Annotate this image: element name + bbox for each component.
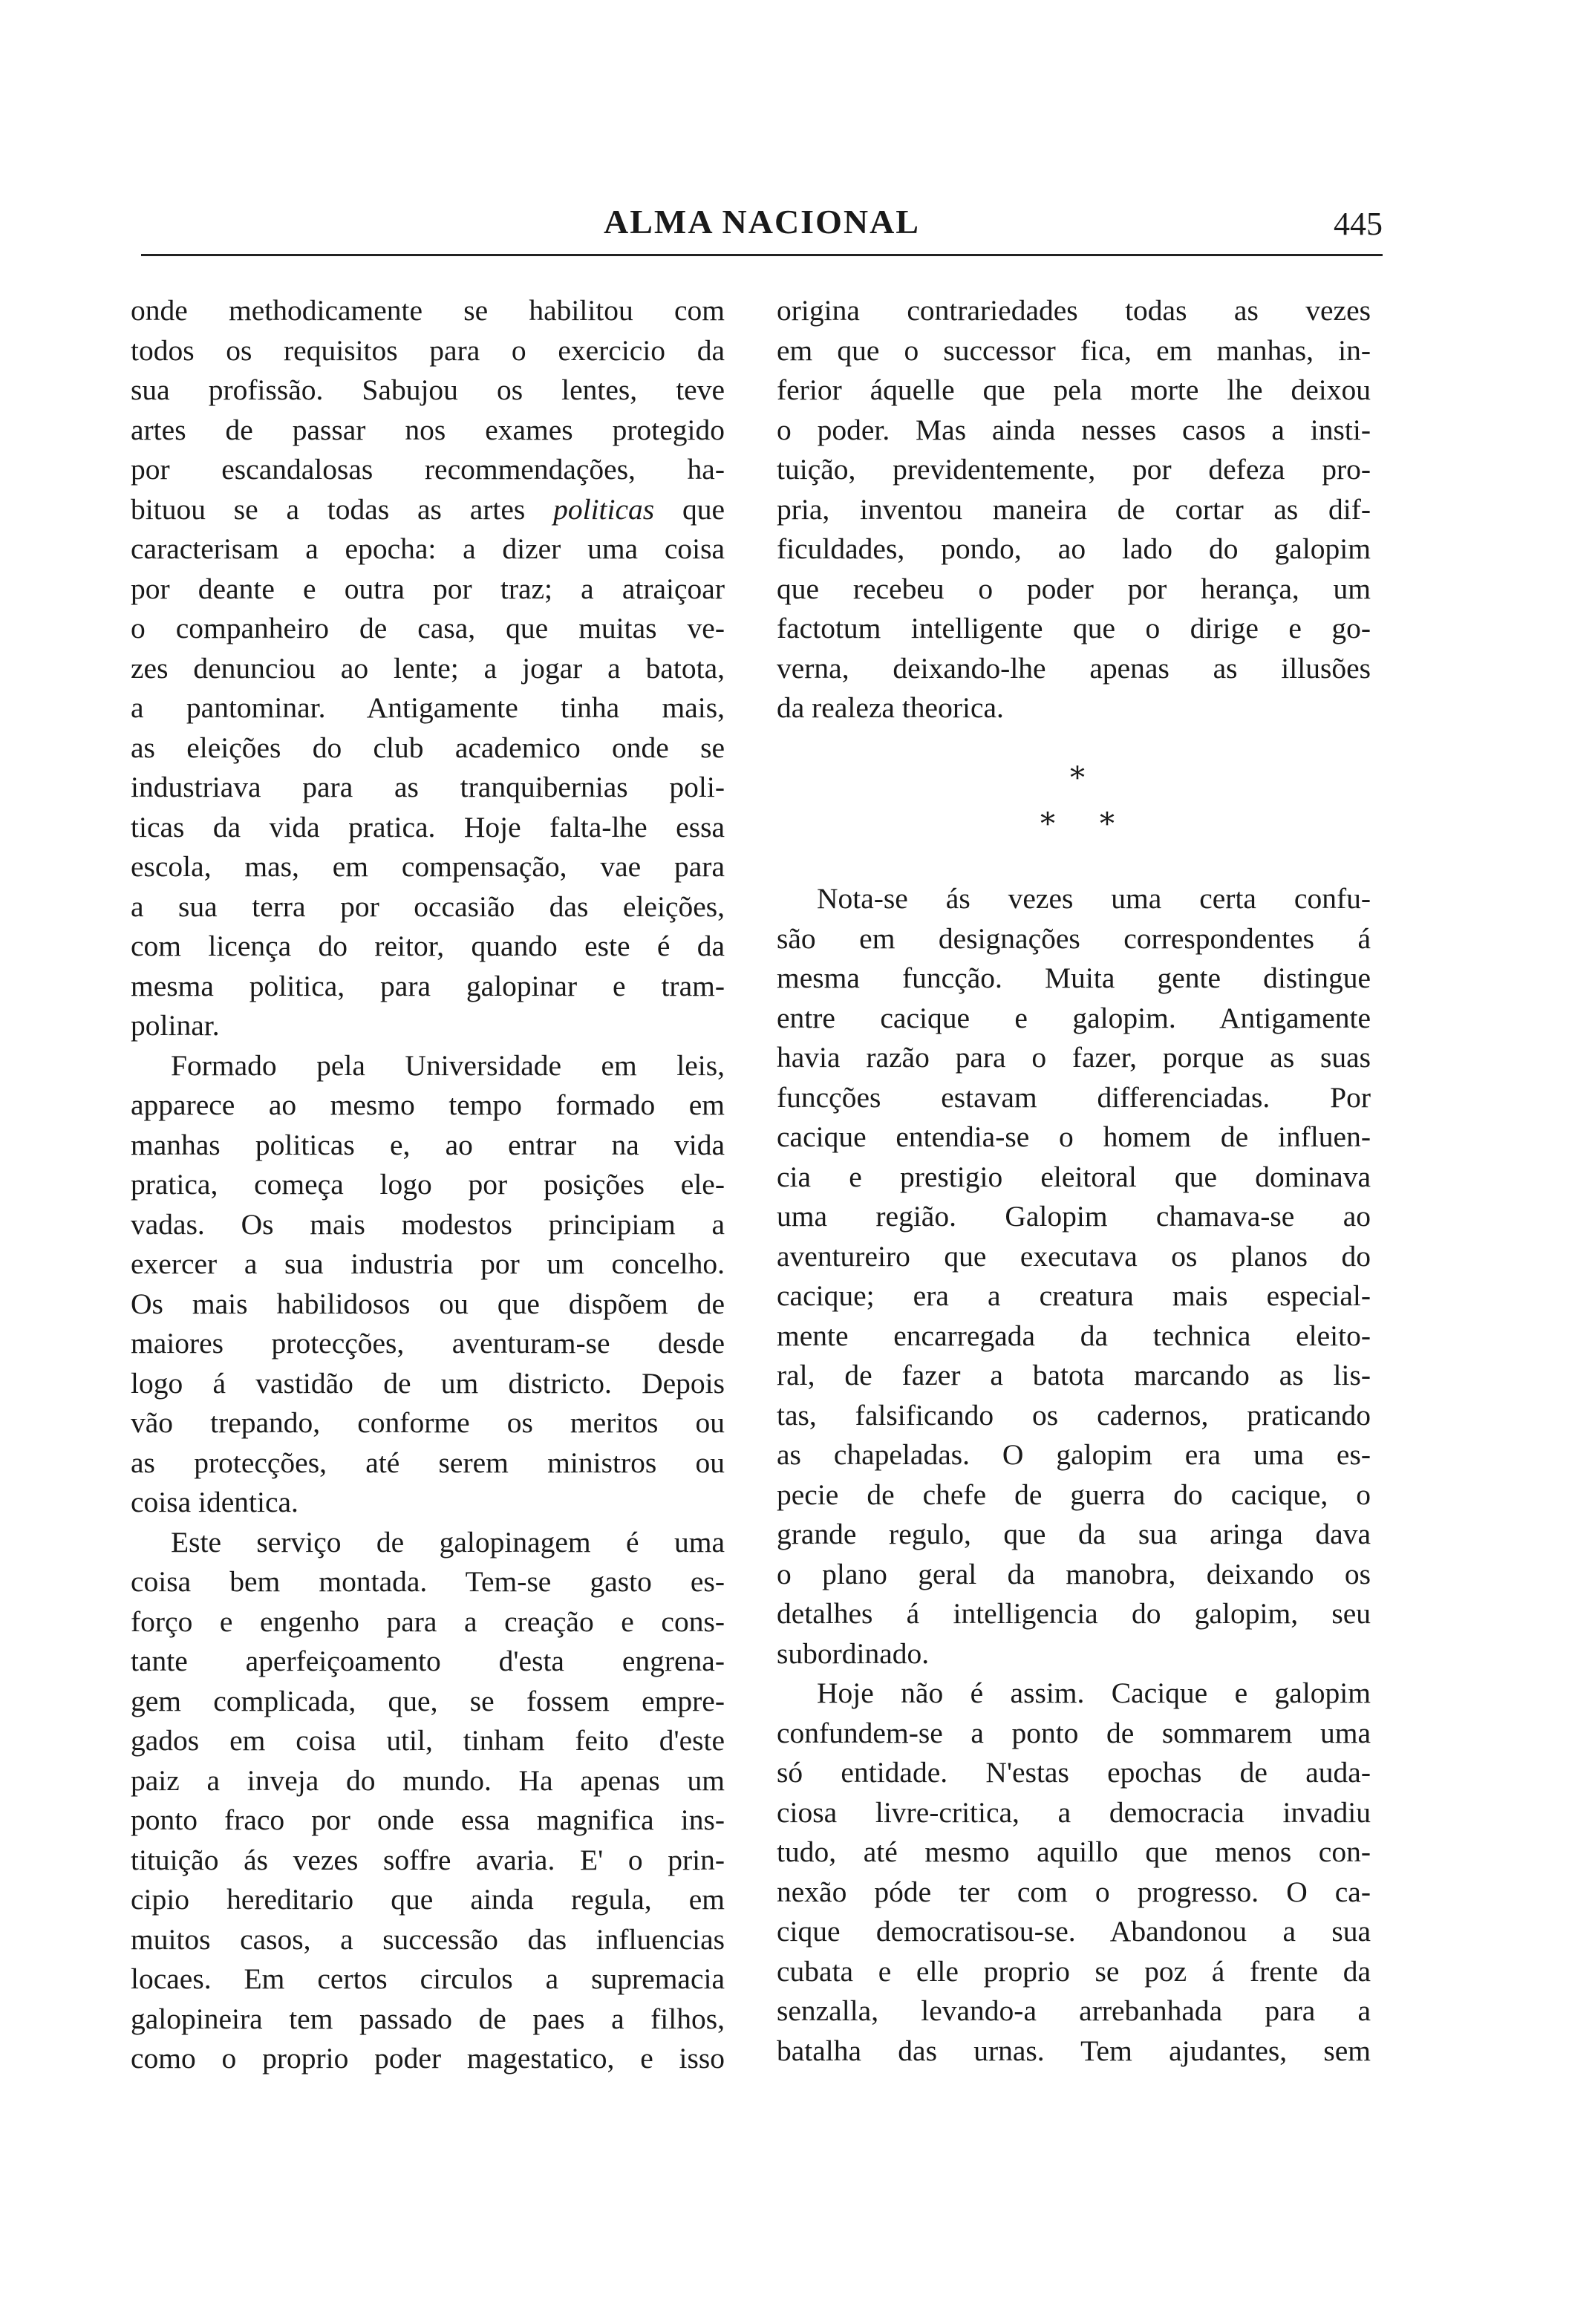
text-segment: bituou se a todas as artes xyxy=(131,492,526,526)
text-line: Os mais habilidosos ou que dispõem de xyxy=(131,1287,725,1320)
page-number: 445 xyxy=(1334,206,1383,242)
text-line: havia razão para o fazer, porque as suas xyxy=(777,1041,1371,1074)
text-line: factotum intelligente que o dirige e go- xyxy=(777,612,1371,644)
text-line: apparece ao mesmo tempo formado em xyxy=(131,1088,725,1121)
text-line: o plano geral da manobra, deixando os xyxy=(777,1557,1371,1590)
asterisk: * xyxy=(1070,761,1085,795)
text-line: tas, falsificando os cadernos, praticando xyxy=(777,1398,1371,1432)
asterisk: * xyxy=(1100,807,1115,841)
text-line: nexão póde ter com o progresso. O ca- xyxy=(777,1875,1371,1908)
text-line: gados em coisa util, tinham feito d'este xyxy=(131,1724,725,1757)
text-line: exercer a sua industria por um concelho. xyxy=(131,1247,725,1280)
text-line: como o proprio poder magestatico, e isso xyxy=(131,2042,725,2075)
italic-word: politicas xyxy=(553,492,655,526)
text-line: onde methodicamente se habilitou com xyxy=(131,294,725,327)
text-line: industriava para as tranquibernias poli- xyxy=(131,771,725,803)
text-line: grande regulo, que da sua aringa dava xyxy=(777,1518,1371,1550)
text-line: ferior áquelle que pela morte lhe deixou xyxy=(777,373,1371,406)
text-line: manhas politicas e, ao entrar na vida xyxy=(131,1128,725,1161)
text-line: tante aperfeiçoamento d'esta engrena- xyxy=(131,1645,725,1677)
text-line: entre cacique e galopim. Antigamente xyxy=(777,1001,1371,1034)
text-line: pratica, começa logo por posições ele- xyxy=(131,1168,725,1201)
text-line: polinar. xyxy=(131,1009,220,1042)
text-line: tuição, previdentemente, por defeza pro- xyxy=(777,453,1371,486)
text-line: tituição ás vezes soffre avaria. E' o prin- xyxy=(131,1843,725,1876)
text-line: mente encarregada da technica eleito- xyxy=(777,1319,1371,1352)
text-line: gem complicada, que, se fossem empre- xyxy=(131,1684,725,1717)
text-line: vadas. Os mais modestos principiam a xyxy=(131,1207,725,1241)
text-line: são em designações correspondentes á xyxy=(777,921,1371,955)
text-line: cacique entendia-se o homem de influen- xyxy=(777,1120,1371,1153)
text-line: origina contrariedades todas as vezes xyxy=(777,294,1371,327)
asterisk: * xyxy=(1040,807,1055,841)
text-line: forço e engenho para a creação e cons- xyxy=(131,1605,725,1638)
text-line: vão trepando, conforme os meritos ou xyxy=(131,1406,725,1439)
text-line: cacique; era a creatura mais especial- xyxy=(777,1279,1371,1312)
text-line: funcções estavam differenciadas. Por xyxy=(777,1080,1371,1114)
text-line: ficuldades, pondo, ao lado do galopim xyxy=(777,532,1371,565)
text-line: senzalla, levando-a arrebanhada para a xyxy=(777,1994,1371,2027)
text-line: maiores protecções, aventuram-se desde xyxy=(131,1327,725,1360)
text-line: a sua terra por occasião das eleições, xyxy=(131,890,725,923)
running-title: ALMA NACIONAL xyxy=(604,203,920,241)
text-line: sua profissão. Sabujou os lentes, teve xyxy=(131,373,725,406)
text-line: aventureiro que executava os planos do xyxy=(777,1239,1371,1273)
section-asterism xyxy=(777,761,1371,858)
text-line: pecie de chefe de guerra do cacique, o xyxy=(777,1478,1371,1511)
text-line: logo á vastidão de um districto. Depois xyxy=(131,1366,725,1400)
text-line: o poder. Mas ainda nesses casos a insti- xyxy=(777,413,1371,446)
text-line: mesma funcção. Muita gente distingue xyxy=(777,962,1371,994)
text-line: coisa identica. xyxy=(131,1486,298,1518)
text-line: coisa bem montada. Tem-se gasto es- xyxy=(131,1565,725,1598)
text-line: com licença do reitor, quando este é da xyxy=(131,930,725,962)
text-line: detalhes á intelligencia do galopim, seu xyxy=(777,1597,1371,1630)
text-line: verna, deixando-lhe apenas as illusões xyxy=(777,651,1371,685)
text-line: muitos casos, a successão das influencias xyxy=(131,1922,725,1956)
text-line: ponto fraco por onde essa magnifica ins- xyxy=(131,1804,725,1836)
text-line: cipio hereditario que ainda regula, em xyxy=(131,1883,725,1916)
text-line: batalha das urnas. Tem ajudantes, sem xyxy=(777,2034,1371,2067)
text-line: ral, de fazer a batota marcando as lis- xyxy=(777,1359,1371,1391)
text-line: paiz a inveja do mundo. Ha apenas um xyxy=(131,1763,725,1797)
text-line: por escandalosas recommendações, ha- xyxy=(131,453,725,486)
text-line: uma região. Galopim chamava-se ao xyxy=(777,1200,1371,1233)
text-line: as chapeladas. O galopim era uma es- xyxy=(777,1438,1371,1471)
text-line: pria, inventou maneira de cortar as dif- xyxy=(777,492,1371,526)
text-line-with-italic xyxy=(131,490,725,530)
text-line: subordinado. xyxy=(777,1636,930,1670)
text-line: Este serviço de galopinagem é uma xyxy=(171,1525,725,1558)
text-line: que recebeu o poder por herança, um xyxy=(777,572,1371,605)
text-line: galopineira tem passado de paes a filhos, xyxy=(131,2002,725,2035)
text-line: o companheiro de casa, que muitas ve- xyxy=(131,612,725,644)
right-column-bottom xyxy=(777,879,1371,2071)
text-line: só entidade. N'estas epochas de auda- xyxy=(777,1756,1371,1789)
text-line: da realeza theorica. xyxy=(777,691,1004,724)
text-line: ciosa livre-critica, a democracia invadiu xyxy=(777,1795,1371,1829)
text-line: escola, mas, em compensação, vae para xyxy=(131,850,725,883)
text-segment: que xyxy=(682,492,725,526)
text-line: a pantominar. Antigamente tinha mais, xyxy=(131,691,725,724)
text-line: por deante e outra por traz; a atraiçoar xyxy=(131,572,725,605)
text-line: locaes. Em certos circulos a supremacia xyxy=(131,1962,725,1995)
text-line: as eleições do club academico onde se xyxy=(131,731,725,764)
text-line: zes denunciou ao lente; a jogar a batota, xyxy=(131,651,725,685)
text-line: em que o successor fica, em manhas, in- xyxy=(777,333,1371,367)
page-header xyxy=(141,195,1383,256)
text-line: cubata e elle proprio se poz á frente da xyxy=(777,1954,1371,1988)
text-line: cia e prestigio eleitoral que dominava xyxy=(777,1160,1371,1193)
text-line: ticas da vida pratica. Hoje falta-lhe essa xyxy=(131,810,725,843)
text-line: artes de passar nos exames protegido xyxy=(131,413,725,446)
text-line: as protecções, até serem ministros ou xyxy=(131,1446,725,1479)
text-line: mesma politica, para galopinar e tram- xyxy=(131,969,725,1002)
text-line: caracterisam a epocha: a dizer uma coisa xyxy=(131,532,725,565)
text-line: tudo, até mesmo aquillo que menos con- xyxy=(777,1835,1371,1868)
left-column xyxy=(131,291,725,2079)
right-column-top xyxy=(777,291,1371,728)
text-line: cique democratisou-se. Abandonou a sua xyxy=(777,1915,1371,1948)
text-line: todos os requisitos para o exercicio da xyxy=(131,333,725,367)
text-line: Hoje não é assim. Cacique e galopim xyxy=(817,1677,1371,1709)
text-line: confundem-se a ponto de sommarem uma xyxy=(777,1716,1371,1749)
text-line: Nota-se ás vezes uma certa confu- xyxy=(817,882,1371,915)
text-line: Formado pela Universidade em leis, xyxy=(171,1048,725,1082)
